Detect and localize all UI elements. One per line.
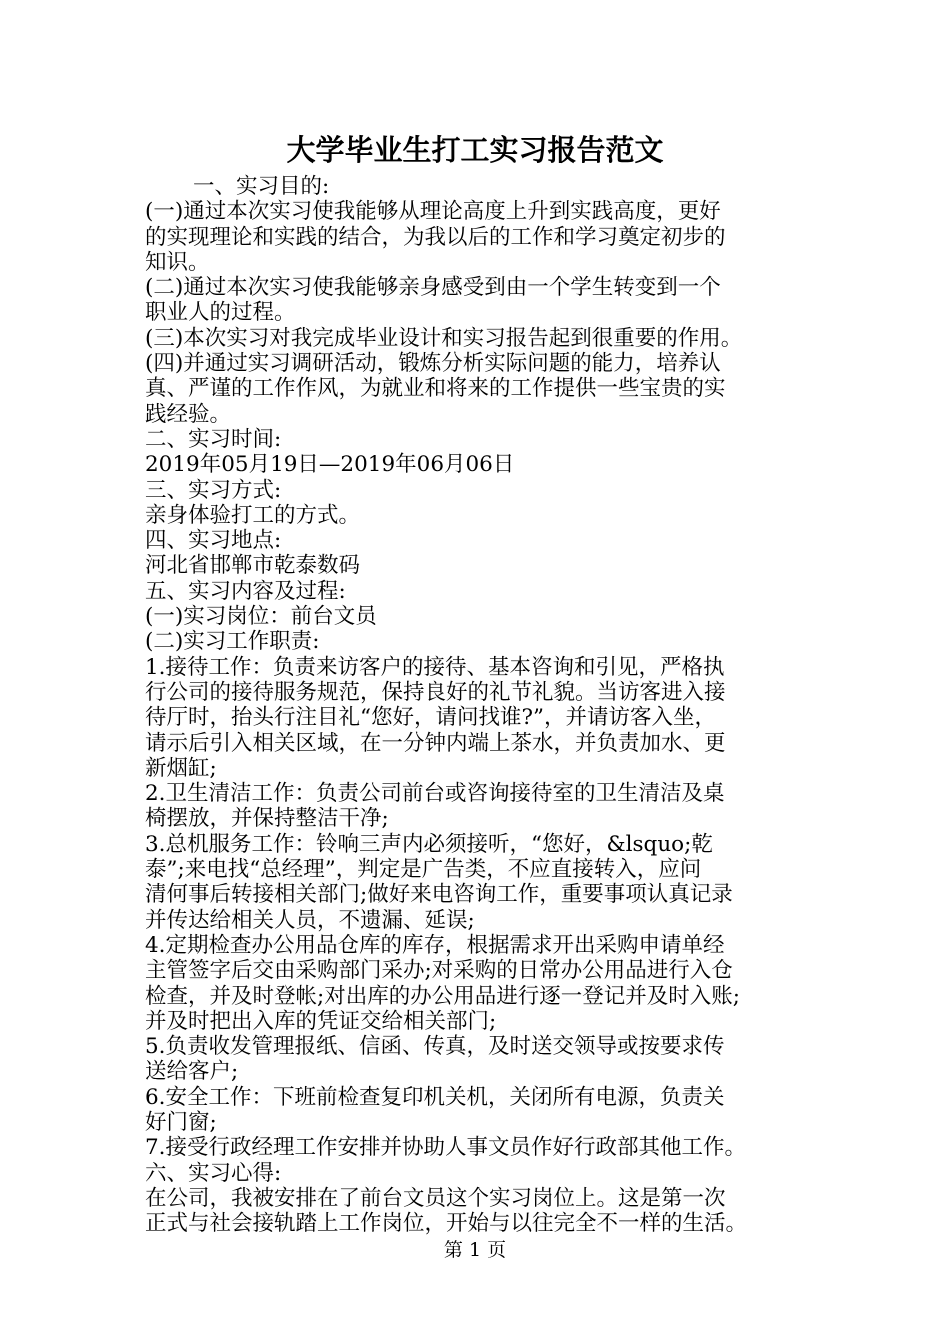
- text-line: 泰”;来电找“总经理”，判定是广告类，不应直接转入，应问: [145, 857, 702, 883]
- text-line: 践经验。: [145, 401, 232, 427]
- text-line: 清何事后转接相关部门;做好来电咨询工作，重要事项认真记录: [145, 882, 733, 908]
- text-line: 检查，并及时登帐;对出库的办公用品进行逐一登记并及时入账;: [145, 983, 740, 1009]
- text-line: 主管签字后交由采购部门采办;对采购的日常办公用品进行入仓: [145, 958, 733, 984]
- text-line: 2.卫生清洁工作：负责公司前台或咨询接待室的卫生清洁及桌: [145, 781, 725, 807]
- text-line: 一、实习目的:: [193, 174, 330, 199]
- text-line: 五、实习内容及过程:: [145, 578, 346, 604]
- text-line: 送给客户;: [145, 1059, 239, 1085]
- document-body: [145, 174, 817, 1236]
- text-line: 5.负责收发管理报纸、信函、传真，及时送交领导或按要求传: [145, 1034, 725, 1060]
- text-line: (二)通过本次实习使我能够亲身感受到由一个学生转变到一个: [145, 275, 721, 301]
- text-line: 真、严谨的工作作风，为就业和将来的工作提供一些宝贵的实: [145, 376, 726, 402]
- text-line: 正式与社会接轨踏上工作岗位，开始与以往完全不一样的生活。: [145, 1211, 748, 1237]
- text-line: (一)实习岗位：前台文员: [145, 604, 377, 630]
- text-line: 的实现理论和实践的结合，为我以后的工作和学习奠定初步的: [145, 224, 726, 250]
- page-number: 第 1 页: [443, 1239, 507, 1261]
- text-line: 新烟缸;: [145, 755, 217, 781]
- text-line: 知识。: [145, 249, 210, 275]
- text-line: (三)本次实习对我完成毕业设计和实习报告起到很重要的作用。: [145, 325, 743, 351]
- text-line: (一)通过本次实习使我能够从理论高度上升到实践高度，更好: [145, 199, 721, 225]
- text-line: 待厅时，抬头行注目礼“您好，请问找谁?”，并请访客入坐，: [145, 705, 717, 731]
- text-line: 河北省邯郸市乾泰数码: [145, 553, 361, 579]
- text-line: 六、实习心得:: [145, 1160, 282, 1186]
- text-line: 4.定期检查办公用品仓库的库存，根据需求开出采购申请单经: [145, 932, 725, 958]
- text-line: (二)实习工作职责:: [145, 629, 320, 655]
- text-line: 并传达给相关人员，不遗漏、延误;: [145, 907, 475, 933]
- text-line: 行公司的接待服务规范，保持良好的礼节礼貌。当访客进入接: [145, 679, 726, 705]
- text-line: 3.总机服务工作：铃响三声内必须接听，“您好，&lsquo;乾: [145, 831, 713, 857]
- text-line: 2019年05月19日—2019年06月06日: [145, 452, 515, 478]
- text-line: 并及时把出入库的凭证交给相关部门;: [145, 1008, 497, 1034]
- text-line: 椅摆放，并保持整洁干净;: [145, 806, 389, 832]
- text-line: 四、实习地点:: [145, 528, 282, 554]
- text-line: 好门窗;: [145, 1109, 217, 1135]
- text-line: 1.接待工作：负责来访客户的接待、基本咨询和引见，严格执: [145, 654, 725, 680]
- text-line: 在公司，我被安排在了前台文员这个实习岗位上。这是第一次: [145, 1185, 726, 1211]
- document-title: 大学毕业生打工实习报告范文: [286, 133, 664, 167]
- text-line: 7.接受行政经理工作安排并协助人事文员作好行政部其他工作。: [145, 1135, 747, 1161]
- text-line: 6.安全工作：下班前检查复印机关机，关闭所有电源，负责关: [145, 1084, 725, 1110]
- text-line: 二、实习时间:: [145, 426, 282, 452]
- text-line: 职业人的过程。: [145, 300, 296, 326]
- text-line: 三、实习方式:: [145, 477, 282, 503]
- text-line: (四)并通过实习调研活动，锻炼分析实际问题的能力，培养认: [145, 351, 721, 377]
- text-line: 亲身体验打工的方式。: [145, 502, 361, 528]
- text-line: 请示后引入相关区域，在一分钟内端上茶水，并负责加水、更: [145, 730, 726, 756]
